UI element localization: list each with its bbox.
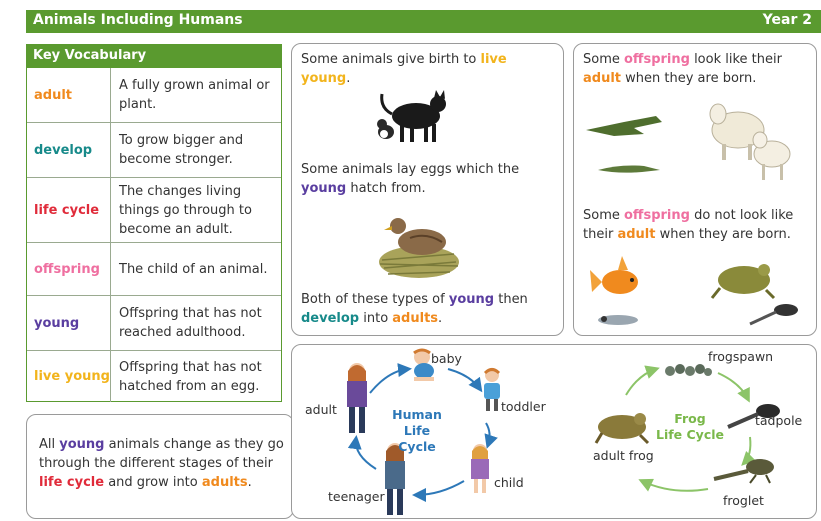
- goldfish-and-fry-image: [588, 252, 654, 330]
- human-life-cycle-title: Human Life Cycle: [392, 407, 442, 454]
- vocab-term: live young: [27, 351, 111, 402]
- title-bar: [26, 10, 821, 33]
- vocab-row-live-young: [27, 350, 281, 402]
- year-label: Year 2: [762, 12, 812, 28]
- stage-baby-label: baby: [431, 351, 462, 366]
- vocab-definition: To grow bigger and become stronger.: [119, 133, 244, 167]
- vocab-row-adult: [27, 68, 281, 122]
- vocabulary-heading: Key Vocabulary: [27, 45, 281, 68]
- cat-and-kitten-image: [372, 78, 452, 144]
- stage-froglet-label: froglet: [723, 493, 764, 508]
- offspring-different-text: Some offspring do not look like their adult when they are born.: [583, 208, 794, 242]
- vocab-row-life-cycle: [27, 177, 281, 242]
- vocab-term: develop: [27, 123, 111, 177]
- duck-on-nest-image: [374, 202, 464, 284]
- frog-and-tadpole-image: [710, 254, 810, 330]
- stage-adult-frog-label: adult frog: [593, 448, 654, 463]
- vocab-row-develop: [27, 122, 281, 177]
- adult-image: [342, 361, 372, 437]
- frogspawn-image: [664, 359, 712, 383]
- vocab-definition: The changes living things go through to become an adult.: [119, 183, 252, 237]
- offspring-alike-text: Some offspring look like their adult when they are born.: [583, 52, 782, 86]
- stage-toddler-label: toddler: [501, 399, 546, 414]
- vocab-row-young: [27, 295, 281, 350]
- vocab-term: adult: [27, 68, 111, 122]
- lay-eggs-text: Some animals lay eggs which the young hatch from.: [301, 162, 520, 196]
- stage-frogspawn-label: frogspawn: [708, 349, 774, 364]
- stage-tadpole-label: tadpole: [755, 413, 803, 428]
- vocab-definition: A fully grown animal or plant.: [119, 78, 270, 112]
- froglet-image: [710, 457, 778, 485]
- page-title: Animals Including Humans: [33, 12, 243, 28]
- stage-child-label: child: [494, 475, 524, 490]
- develop-text: Both of these types of young then develop into adults.: [301, 292, 528, 326]
- young-panel: [291, 43, 564, 336]
- vocab-term: young: [27, 296, 111, 350]
- stage-teenager-label: teenager: [328, 489, 385, 504]
- crocodile-image: [584, 108, 664, 180]
- child-image: [466, 443, 494, 495]
- frog-life-cycle-title: Frog Life Cycle: [655, 411, 724, 442]
- offspring-panel: [573, 43, 817, 336]
- vocab-term: offspring: [27, 243, 111, 295]
- change-panel: [26, 414, 294, 519]
- vocab-definition: The child of an animal.: [119, 261, 268, 277]
- vocab-definition: Offspring that has not reached adulthood.: [119, 306, 262, 340]
- vocab-term: life cycle: [27, 178, 111, 242]
- vocabulary-table: [26, 44, 282, 402]
- vocab-row-offspring: [27, 242, 281, 295]
- sheep-and-lamb-image: [704, 92, 804, 184]
- live-young-text: Some animals give birth to live young.: [301, 52, 507, 86]
- life-cycles-panel: [291, 344, 817, 519]
- stage-adult-label: adult: [305, 402, 337, 417]
- vocab-definition: Offspring that has not hatched from an egg.: [119, 359, 262, 394]
- change-text: All young animals change as they go through the different stages of their life cycle and grow into adults.: [39, 437, 284, 490]
- adult-frog-image: [594, 405, 654, 447]
